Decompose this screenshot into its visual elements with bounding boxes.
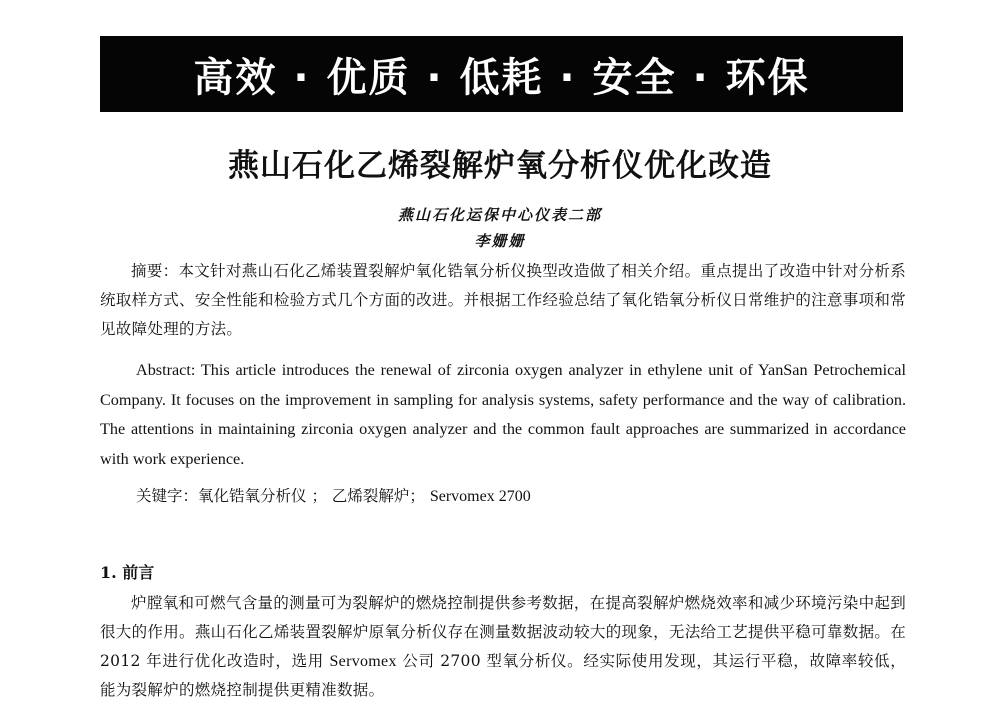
paper-title: 燕山石化乙烯裂解炉氧分析仪优化改造 — [228, 148, 772, 184]
header-banner — [100, 36, 903, 112]
keyword-2: 乙烯裂解炉； — [331, 487, 425, 505]
intro-text-part-1: 炉膛氧和可燃气含量的测量可为裂解炉的燃烧控制提供参考数据，在提高裂解炉燃烧效率和减少环境污染中起到很大的作用。燕山石化乙烯装置裂解炉原氧分析仪存在测量数据波动较大的现象，无法给工艺提供平稳可靠数据。在 2012 年进行优化改造时，选用 — [100, 594, 906, 670]
abstract-english: Abstract: This article introduces the renewal of zirconia oxygen analyzer in ethylene unit of YanSan Petrochemical Company. It focuses on the improvement in sampling for analysis systems, safety performance and the way of calibration. The attentions in maintaining zirconia oxygen analyzer and the common fault approaches are summarized in accordance with work experience. — [100, 361, 906, 468]
intro-paragraph — [100, 589, 906, 705]
keyword-3: Servomex 2700 — [429, 488, 531, 505]
keywords-label: 关键字： — [136, 487, 199, 505]
keyword-1: 氧化锆氧分析仪 ； — [198, 487, 327, 505]
section-heading-intro: 1. 前言 — [100, 563, 155, 582]
banner-slogan: 高效 · 优质 · 低耗 · 安全 · 环保 — [193, 54, 810, 101]
intro-brand-name: Servomex — [329, 653, 397, 670]
author-name: 李姗姗 — [474, 232, 526, 250]
keywords-line — [136, 484, 531, 506]
abstract-chinese: 摘要：本文针对燕山石化乙烯装置裂解炉氧化锆氧分析仪换型改造做了相关介绍。重点提出了改造中针对分析系统取样方式、安全性能和检验方式几个方面的改进。并根据工作经验总结了氧化锆氧分析仪日常维护的注意事项和常见故障处理的方法。 — [100, 262, 906, 338]
intro-text-part-2: 公司 2700 型氧分析仪。经实际使用发现，其运行平稳，故障率较低，能为裂解炉的燃烧控制提供更精准数据。 — [100, 652, 906, 699]
author-affiliation: 燕山石化运保中心仪表二部 — [397, 206, 602, 224]
